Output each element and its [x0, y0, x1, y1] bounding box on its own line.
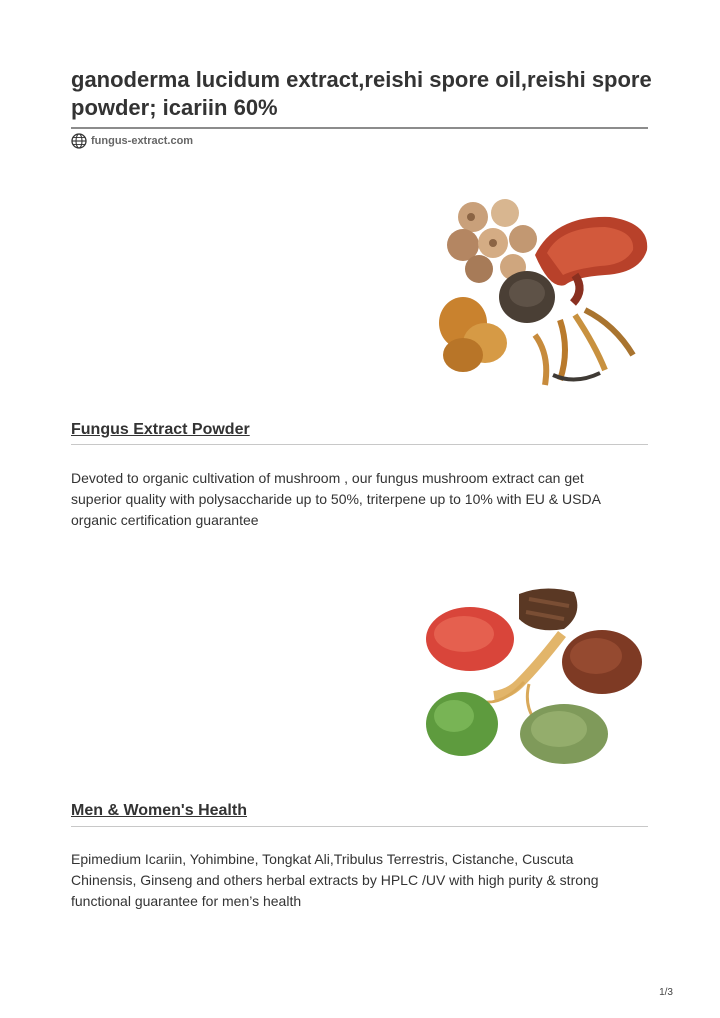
source-line: [71, 133, 193, 149]
title-divider: [71, 127, 648, 129]
herbal-collage-image: [424, 584, 646, 774]
page-title: ganoderma lucidum extract,reishi spore oil,reishi spore powder; icariin 60%: [71, 67, 652, 120]
mushroom-collage-image: [435, 195, 653, 393]
source-link[interactable]: fungus-extract.com: [91, 135, 194, 147]
globe-icon: [71, 133, 87, 149]
section-divider: [71, 444, 648, 445]
section-body-fungus-extract: Devoted to organic cultivation of mushroom , our fungus mushroom extract can get superior quality with polysaccharide up to 50%, triterpene up to 10% with EU & USDA organic certification guarantee: [71, 470, 601, 528]
section-body-mens-womens-health: Epimedium Icariin, Yohimbine, Tongkat Ali,Tribulus Terrestris, Cistanche, Cuscuta Chinensis, Ginseng and others herbal extracts by HPLC /UV with high purity & strong functional guarantee for men’s health: [71, 851, 599, 909]
page-number: 1/3: [659, 987, 673, 998]
section-heading-fungus-extract[interactable]: Fungus Extract Powder: [71, 421, 250, 438]
section-heading-mens-womens-health[interactable]: Men & Women's Health: [71, 802, 247, 819]
section-divider: [71, 826, 648, 827]
